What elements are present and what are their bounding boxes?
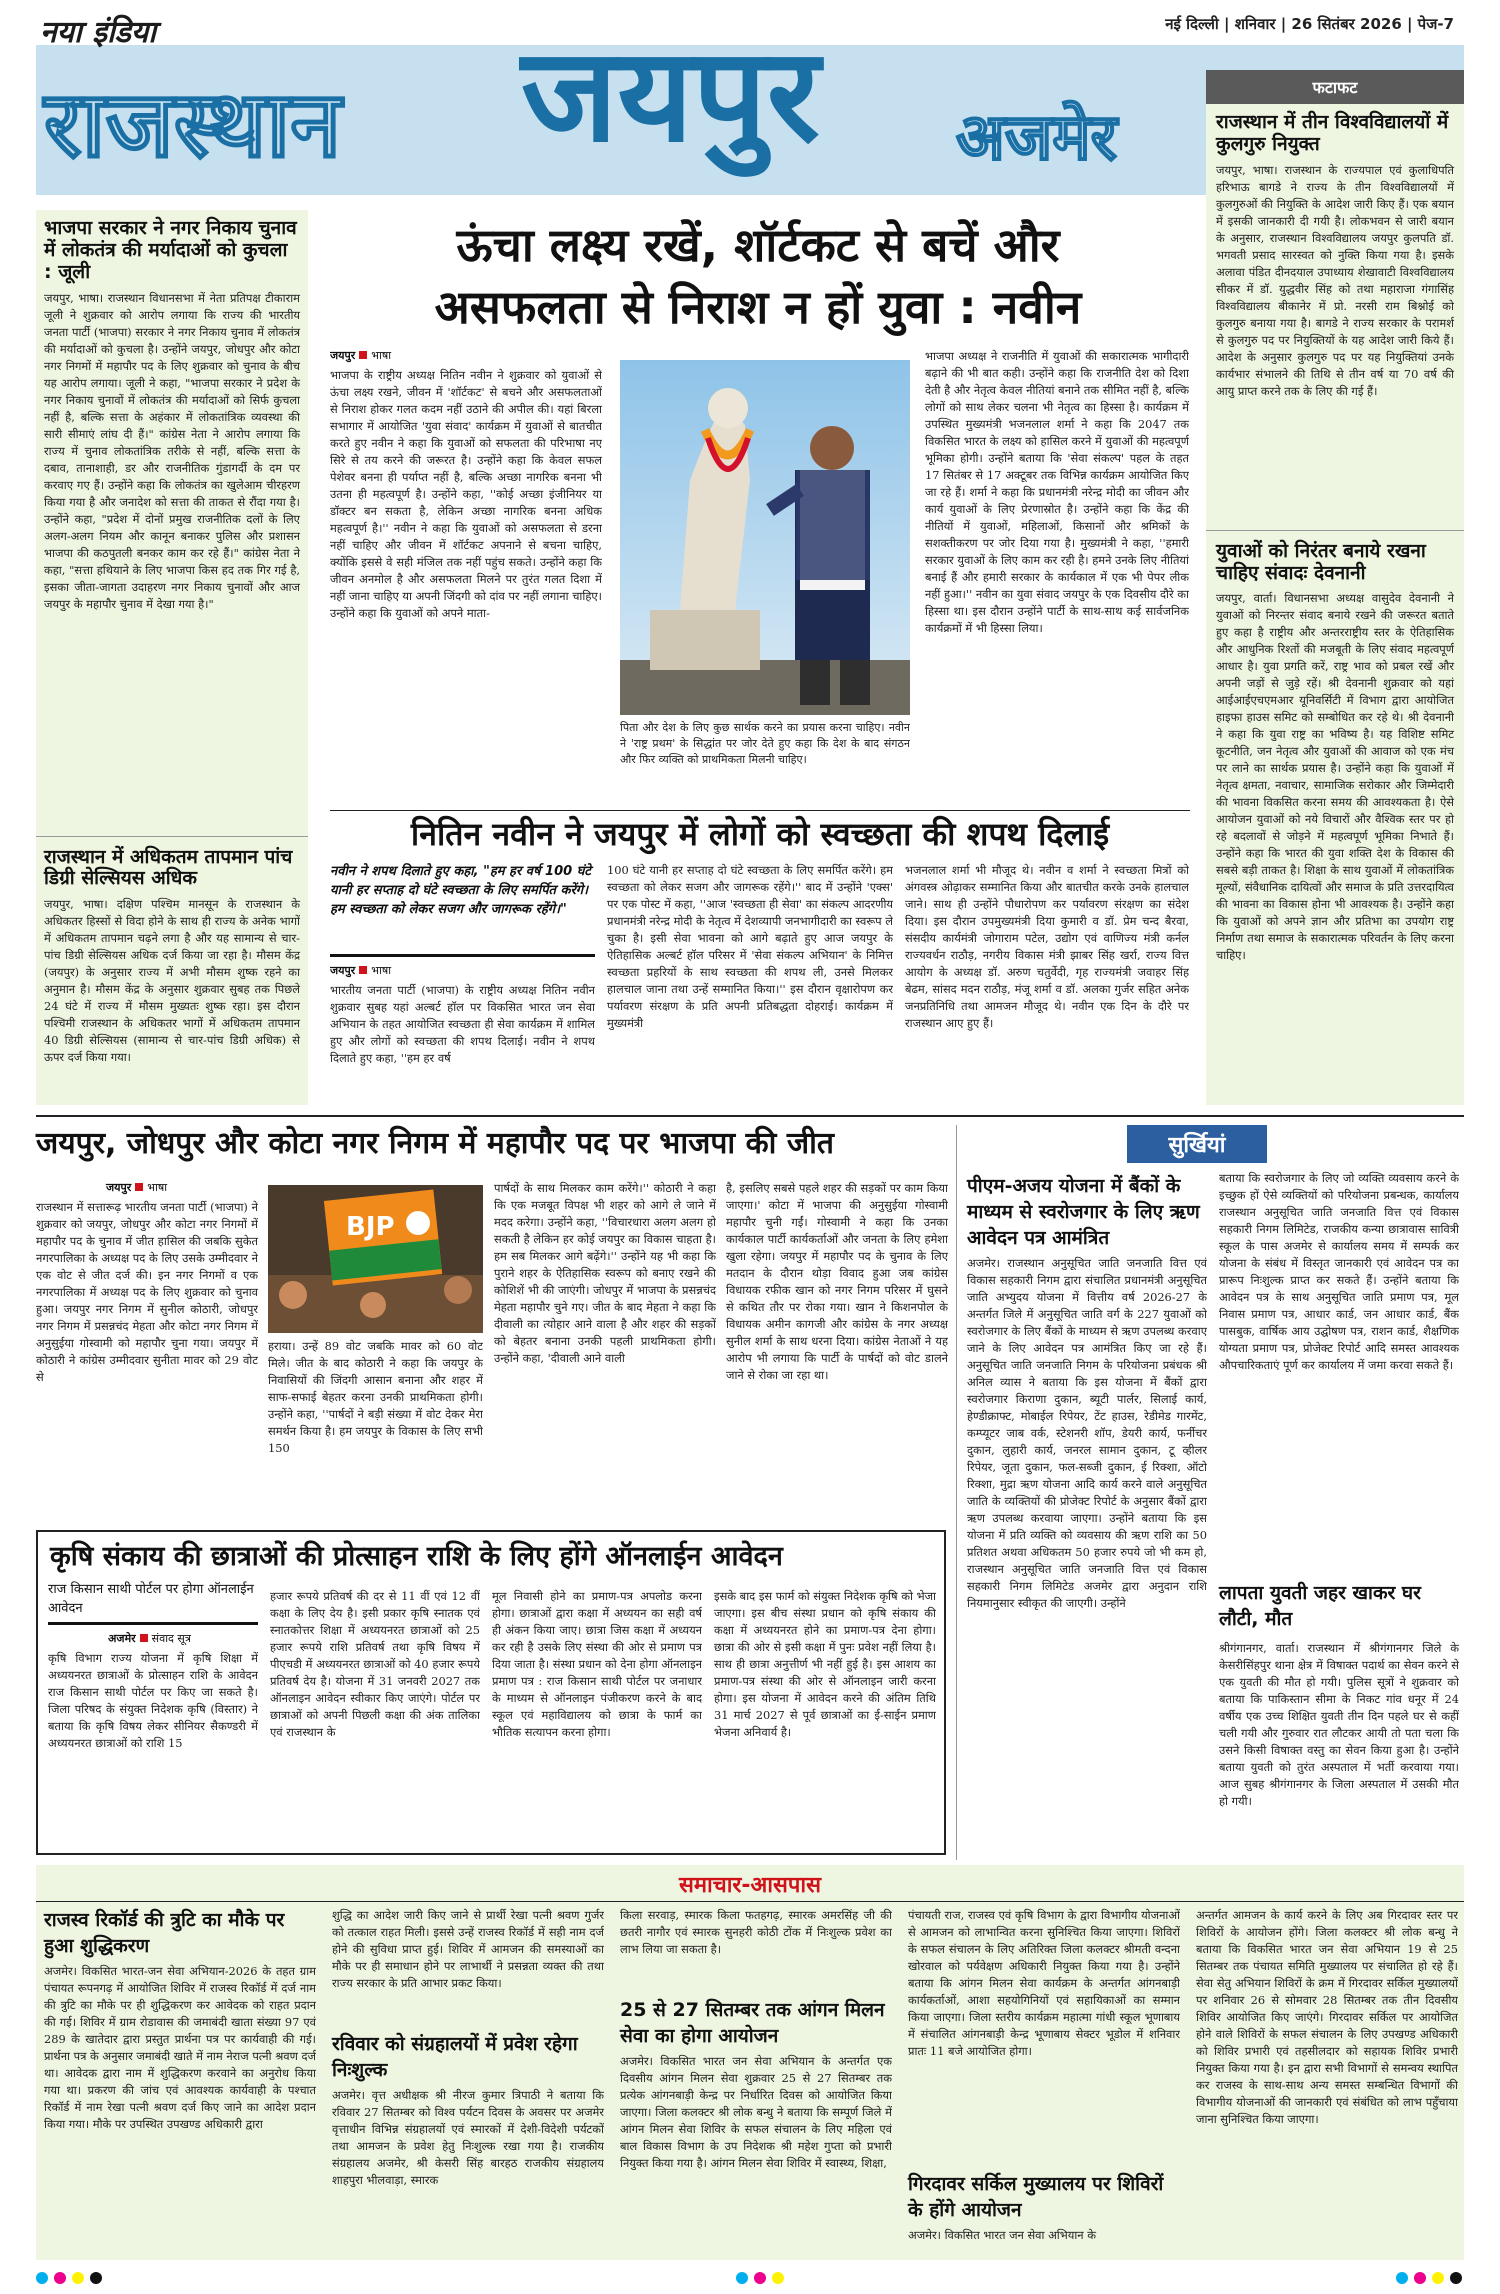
mayor-col1-text: राजस्थान में सत्तारूढ़ भारतीय जनता पार्टी (भाजपा) ने शुक्रवार को जयपुर, जोधपुर और कोटा नगर निगमों में महापौर पद के चुनाव में जीत हासिल की जबकि सुकेत नगरपालिका के अध्यक्ष पद के लिए उसके उम्मीदवार ने एक वोट से जीत दर्ज की। इन नगर निगमों व एक नगरपालिका में अध्यक्ष पद के लिए शुक्रवार को चुनाव हुआ। जयपुर नगर निगम में सुनील कोठारी, जोधपुर नगर निगम में प्रसन्नचंद मेहता और कोटा नगर निगम में अनुसुईया गोस्वामी को महापौर चुना गया। जयपुर में कोठारी ने कांग्रेस उम्मीदवार सुनीता मावर को 29 वोट से — [36, 1200, 258, 1384]
agri-agency: संवाद सूत्र — [151, 1632, 191, 1645]
mayor-col2-text: हराया। उन्हें 89 वोट जबकि मावर को 60 वोट मिले। जीत के बाद कोठारी ने कहा कि जयपुर के निवासियों की जिंदगी आसान बनाना और शहर में साफ-सफाई बेहतर करना उनकी प्राथमिकता होगी। उन्होंने कहा, ''पार्षदों ने बड़ी संख्या में वोट देकर मेरा समर्थन किया है। हम जयपुर के विकास के लिए सभी 150 — [268, 1339, 483, 1455]
agri-col4 — [714, 1588, 936, 1850]
missing-girl-body: श्रीगंगानगर, वार्ता। राजस्थान में श्रीगंगानगर जिले के केसरीसिंहपुर थाना क्षेत्र में विषाक्त पदार्थ का सेवन करने से एक युवती की मौत हो गयी। पुलिस सूत्रों ने शुक्रवार को बताया कि पाकिस्तान सीमा के निकट गांव धनूर में 24 वर्षीय एक उच्च शिक्षित युवती तीन दिन पहले घर से कहीं चली गयी और गुरुवार रात लौटकर आयी तो पता चला कि उसने किसी विषाक्त वस्तु का सेवन किया हुआ है। उन्होंने बताया युवती को तुरंत अस्पताल में भर्ती करवाया गया। आज सुबह श्रीगंगानगर के जिला अस्पताल में उसकी मौत हो गयी। — [1219, 1641, 1459, 1808]
divider — [330, 810, 1190, 811]
lead-col3-text: भाजपा अध्यक्ष ने राजनीति में युवाओं की सकारात्मक भागीदारी बढ़ाने की भी बात कही। उन्होंने कहा कि राजनीति देश को दिशा देती है और नेतृत्व केवल नीतियां बनाने तक सीमित नहीं है, बल्कि लोगों को साथ लेकर चलना भी नेतृत्व का हिस्सा है। कार्यक्रम में उपस्थित मुख्यमंत्री भजनलाल शर्मा ने कहा कि 2047 तक विकसित भारत के लक्ष्य को हासिल करने में युवाओं की महत्वपूर्ण भूमिका होगी। उन्होंने बताया कि 'सेवा संकल्प' पहल के तहत 17 सितंबर से 17 अक्टूबर तक विभिन्न कार्यक्रम आयोजित किए जा रहे हैं। शर्मा ने कहा कि प्रधानमंत्री नरेन्द्र मोदी का जीवन और कार्य युवाओं के लिए प्रेरणास्रोत है। उन्होंने कहा कि केंद्र की नीतियों में युवाओं, महिलाओं, किसानों और श्रमिकों के सशक्तीकरण पर जोर दिया गया है। मुख्यमंत्री ने कहा, ''हमारी सरकार युवाओं के लिए काम कर रही है। हमने उनके लिए नीतियां बनाई हैं और हमारी सरकार के कार्यकाल में एक भी पेपर लीक नहीं हुआ।'' नवीन का युवा संवाद जयपुर के एक दिवसीय दौरे का हिस्सा था। इस दौरान उन्होंने पार्टी के साथ-साथ कई सार्वजनिक कार्यक्रमों में भी हिस्सा लिया। — [925, 349, 1189, 635]
agri-byline-place: अजमेर — [108, 1632, 136, 1645]
registration-mark — [1450, 2272, 1462, 2284]
girdawar-body: अजमेर। विकसित भारत जन सेवा अभियान के — [908, 2228, 1096, 2242]
dateline: नई दिल्ली | शनिवार | 26 सितंबर 2026 | पेज-7 — [1165, 15, 1454, 33]
bullet-icon — [359, 966, 367, 974]
mayor-col4-text: है, इसलिए सबसे पहले शहर की सड़कों पर काम किया जाएगा।' कोटा में भाजपा की अनुसुईया गोस्वामी महापौर चुनी गईं। गोस्वामी ने कहा कि उनका कार्यकाल पार्टी कार्यकर्ताओं और जनता के लिए हमेशा खुला रहेगा। जयपुर में महापौर पद के चुनाव के लिए मतदान के दौरान थोड़ा विवाद हुआ जब कांग्रेस विधायक रफीक खान को नगर निगम परिसर में घुसने से कथित तौर पर रोका गया। खान ने किशनपोल के विधायक अमीन कागजी और कांग्रेस के नगर अध्यक्ष सुनील शर्मा के साथ धरना दिया। कांग्रेस नेताओं ने यह आरोप भी लगाया कि पार्टी के पार्षदों को वोट डालने जाने से रोका जा रहा था। — [726, 1181, 948, 1382]
fataafat-column — [1206, 70, 1464, 1105]
fataafat-body: जयपुर, भाषा। राजस्थान के राज्यपाल एवं कुलाधिपति हरिभाऊ बागडे ने राज्य के तीन विश्वविद्यालयों में कुलगुरुओं की नियुक्ति के आदेश जारी किए हैं। एक बयान में इसकी जानकारी दी गयी है। लोकभवन से जारी बयान के अनुसार, राजस्थान विश्वविद्यालय जयपुर कुलपति डॉ. भगवती प्रसाद सारस्वत को नुक्ति किया गया है। इसके अलावा पंडित दीनदयाल उपाध्याय शेखावाटी विश्वविद्यालय सीकर में डॉ. युद्धवीर सिंह को तथा महाराजा गंगासिंह विश्वविद्यालय बीकानेर में प्रो. नरसी राम बिश्नोई को कुलगुरु बनाया गया है। बागडे ने राज्य सरकार के परामर्श से कुलगुरु पद पर नियुक्तियों के यह आदेश जारी किये हैं। आदेश के अनुसार कुलगुरु पद पर यह नियुक्तियां उनके कार्यभार संभालने की तिथि से तीन वर्ष या 70 वर्ष की आयु प्राप्त करने तक के लिए की गई हैं। — [1216, 162, 1454, 398]
print-color-bar — [36, 2270, 1464, 2286]
divider — [36, 1115, 1464, 1117]
mayor-col1 — [36, 1180, 258, 1520]
cleanliness-headline: नितिन नवीन ने जयपुर में लोगों को स्वच्छता की शपथ दिलाई — [410, 815, 1110, 853]
girdawar-body-cont: अन्तर्गत आमजन के कार्य करने के लिए अब गिरदावर स्तर पर शिविरों के आयोजन होंगे। जिला कलक्टर श्री लोक बन्धु ने बताया कि विकसित भारत जन सेवा अभियान 19 से 25 सितम्बर तक पंचायत समिति मुख्यालय पर संचालित हो रहे हैं। सेवा सेतु अभियान शिविरों के क्रम में गिरदावर सर्किल मुख्यालयों पर शनिवार 26 से सोमवार 28 सितम्बर तक तीन दिवसीय शिविर आयोजित किए जाएंगे। गिरदावर सर्किल पर आयोजित होने वाले शिविरों के सफल संचालन के लिए उपखण्ड अधिकारी को शिविर प्रभारी एवं तहसीलदार को सहायक शिविर प्रभारी नियुक्त किया गया है। इन द्वारा सभी विभागों से समन्वय स्थापित कर राजस्व के साथ-साथ अन्य समस्त सम्बन्धित विभागों की विभागीय योजनाओं की जानकारी एवं संबंधित को लाभ पहुँचाया जाना सुनिश्चित किया जाएगा। — [1196, 1908, 1458, 2126]
cleanliness-pullquote: नवीन ने शपथ दिलाते हुए कहा, "हम हर वर्ष 100 घंटे यानी हर सप्ताह दो घंटे स्वच्छता के लिए समर्पित करेंगे। हम स्वच्छता को लेकर सजग और जागरूक रहेंगे।" — [330, 862, 595, 957]
divider — [36, 1901, 1464, 1902]
surkhiyan-label: सुर्खियां — [1127, 1125, 1267, 1163]
cleanliness-col1-text: भारतीय जनता पार्टी (भाजपा) के राष्ट्रीय अध्यक्ष नितिन नवीन शुक्रवार सुबह यहां अल्बर्ट हॉल पर विकसित भारत जन सेवा अभियान के तहत आयोजित स्वच्छता ही सेवा कार्यक्रम में शामिल हुए और लोगों को स्वच्छता की शपथ दिलाई। नवीन ने शपथ दिलाते हुए कहा, ''हम हर वर्ष — [330, 983, 595, 1065]
lead-byline-place: जयपुर — [330, 349, 356, 362]
mayor-col3 — [494, 1180, 716, 1520]
cleanliness-byline-place: जयपुर — [330, 964, 356, 977]
registration-mark — [90, 2272, 102, 2284]
temperature-body: जयपुर, भाषा। दक्षिण पश्चिम मानसून के राजस्थान के अधिकतर हिस्सों से विदा होने के साथ ही राज्य के अनेक भागों में अधिकतम तापमान चढ़ने लगा है और यह सामान्य से चार-पांच डिग्री सेल्सियस अधिक दर्ज किया जा रहा है। मौसम केंद्र (जयपुर) के अनुसार राज्य में अभी मौसम शुष्क रहने का अनुमान है। मौसम केंद्र के अनुसार शुक्रवार सुबह तक पिछले 24 घंटे में राज्य में मौसम मुख्यतः शुष्क रहा। इस दौरान पश्चिमी राजस्थान के अधिकतर भागों में अधिकतम तापमान 40 डिग्री सेल्सियस (सामान्य से चार-पांच डिग्री अधिक) से ऊपर दर्ज किया गया। — [44, 897, 300, 1065]
registration-mark — [36, 2272, 48, 2284]
jooli-body: जयपुर, भाषा। राजस्थान विधानसभा में नेता प्रतिपक्ष टीकाराम जूली ने शुक्रवार को आरोप लगाया कि राज्य की भारतीय जनता पार्टी (भाजपा) सरकार ने नगर निकाय चुनाव में लोकतंत्र की मर्यादाओं को कुचला है। उन्होंने जयपुर, जोधपुर और कोटा नगर निगमों में महापौर पद के लिए शुक्रवार को चुनाव के बीच यह आरोप लगाया। जूली ने कहा, "भाजपा सरकार ने प्रदेश के नगर निकाय चुनावों में लोकतंत्र की मर्यादाओं को सिर्फ कुचला नहीं है, बल्कि सत्ता के अहंकार में लोकतांत्रिक व्यवस्था की सारी सीमाएं लांघ दी हैं।" कांग्रेस नेता ने आरोप लगाया कि राज्य में चुनाव लोकतांत्रिक तरीके से नहीं, बल्कि सत्ता के दबाव, तानाशाही, डर और राजनीतिक गुंडागर्दी के दम पर करवाए गए हैं। उन्होंने कहा कि लोकतंत्र का खुलेआम चीरहरण किया गया है और जनादेश को सत्ता की ताकत से रौंदा गया है। उन्होंने कहा, "प्रदेश में दोनों प्रमुख राजनीतिक दलों के लिए अलग-अलग नियम और कानून बनाकर पुलिस और प्रशासन भाजपा की कठपुतली बनकर काम कर रहे हैं।" कांग्रेस नेता ने कहा, "सत्ता हथियाने के लिए भाजपा किस हद तक गिर गई है, इसका जीता-जागता उदाहरण नगर निकाय चुनावों और आज जयपुर के महापौर चुनाव में देखा गया है।" — [44, 290, 300, 611]
mayor-headline: जयपुर, जोधपुर और कोटा नगर निगम में महापौर पद पर भाजपा की जीत — [36, 1126, 835, 1161]
mayor-agency: भाषा — [147, 1181, 168, 1194]
fataafat-label: फटाफट — [1206, 70, 1464, 104]
lead-col1 — [330, 348, 602, 808]
brand-logo: नया इंडिया — [40, 15, 156, 50]
mayor-byline-place: जयपुर — [106, 1181, 132, 1194]
cleanliness-col1 — [330, 862, 595, 1105]
registration-mark — [754, 2272, 766, 2284]
registration-mark — [72, 2272, 84, 2284]
left-column — [36, 210, 308, 1105]
cleanliness-col2-text: 100 घंटे यानी हर सप्ताह दो घंटे स्वच्छता के लिए समर्पित करेंगे। हम स्वच्छता को लेकर सजग और जागरूक रहेंगे।'' बाद में उन्होंने 'एक्स' पर एक पोस्ट में कहा, ''आज 'स्वच्छता ही सेवा' का संकल्प आदरणीय प्रधानमंत्री नरेन्द्र मोदी के नेतृत्व में देशव्यापी जनभागीदारी का स्वरूप ले चुका है। इसी सेवा भावना को आगे बढ़ाते हुए आज जयपुर के ऐतिहासिक अल्बर्ट हॉल परिसर में 'सेवा संकल्प अभियान' के निमित्त स्वच्छता प्रहरियों के साथ स्वच्छता की शपथ ली, उनसे मिलकर हालचाल जाना तथा उन्हें सम्मानित किया।'' इस दौरान वृक्षारोपण कर पर्यावरण संरक्षण के प्रति अपनी प्रतिबद्धता दोहराई। कार्यक्रम में मुख्यमंत्री — [607, 863, 893, 1030]
cleanliness-col3 — [905, 862, 1189, 1105]
agri-col3 — [492, 1588, 702, 1850]
edition-right: अजमेर — [956, 101, 1117, 175]
cleanliness-byline — [330, 963, 595, 978]
agri-col1 — [48, 1580, 258, 1850]
lead-photo — [620, 360, 910, 715]
bullet-icon — [359, 351, 367, 359]
pm-ajay-headline: पीएम-अजय योजना में बैंकों के माध्यम से स्वरोजगार के लिए ऋण आवेदन पत्र आमंत्रित — [967, 1175, 1200, 1249]
anganwadi-body: अजमेर। विकसित भारत जन सेवा अभियान के अन्तर्गत एक दिवसीय आंगन मिलन सेवा शुक्रवार 25 से 27 सितम्बर तक प्रत्येक आंगनबाड़ी केन्द्र पर निर्धारित दिवस को आयोजित किया जाएगा। जिला कलक्टर श्री लोक बन्धु ने बताया कि सम्पूर्ण जिले में आंगन मिलन सेवा शिविर के सफल संचालन के लिए महिला एवं बाल विकास विभाग के उप निदेशक श्री महेश गुप्ता को प्रभारी नियुक्त किया गया है। आंगन मिलन सेवा शिविर में स्वास्थ्य, शिक्षा, — [620, 2054, 892, 2170]
bullet-icon — [140, 1634, 148, 1642]
anganwadi-headline: 25 से 27 सितम्बर तक आंगन मिलन सेवा का होगा आयोजन — [620, 1999, 885, 2047]
registration-mark — [1396, 2272, 1408, 2284]
mayor-col3-text: पार्षदों के साथ मिलकर काम करेंगे।'' कोठारी ने कहा कि एक मजबूत विपक्ष भी शहर को आगे ले जाने में मदद करेगा। उन्होंने कहा, ''विचारधारा अलग अलग हो सकती है लेकिन हर कोई जयपुर का विकास चाहता है। हम सब मिलकर आगे बढ़ेंगे।'' उन्होंने यह भी कहा कि पुराने शहर के ऐतिहासिक स्वरूप को बनाए रखने की कोशिशें भी की जाएंगी। जोधपुर में भाजपा के प्रसन्नचंद मेहता महापौर चुने गए। जीत के बाद मेहता ने कहा कि दीवाली का त्योहार आने वाला है और शहर की सड़कों को बेहतर बनाना उनकी पहली प्राथमिकता होगी। उन्होंने कहा, 'दीवाली आने वाली — [494, 1181, 716, 1365]
lead-byline — [330, 348, 602, 363]
svg-text:BJP: BJP — [346, 1212, 395, 1242]
aaspaas-label: समाचार-आसपास — [679, 1873, 821, 1898]
lead-headline-line2: असफलता से निराश न हों युवा : नवीन — [434, 280, 1082, 334]
anganwadi-body-cont: पंचायती राज, राजस्व एवं कृषि विभाग के द्वारा विभागीय योजनाओं से आमजन को लाभान्वित करना सुनिश्चित किया जाएगा। शिविरों के सफल संचालन के लिए अतिरिक्त जिला कलक्टर श्रीमती वन्दना खोरवाल को पर्यवेक्षण अधिकारी नियुक्त किया गया है। उन्होंने बताया कि आंगन मिलन सेवा कार्यक्रम के अन्तर्गत आंगनबाड़ी कार्यकर्ताओं, आशा सहयोगिनियों एवं सहायिकाओं का सम्मान किया जाएगा। जिला स्तरीय कार्यक्रम महात्मा गांधी स्कूल भूणाबाय में संचालित आंगनबाड़ी केन्द्र भूणाबाय सेक्टर भूडोल में शनिवार प्रातः 11 बजे आयोजित होगा। — [908, 1908, 1180, 2058]
mayor-photo — [268, 1185, 483, 1333]
pm-ajay-body: अजमेर। राजस्थान अनुसूचित जाति जनजाति वित्त एवं विकास सहकारी निगम द्वारा संचालित प्रधानमंत्री अनुसूचित जाति अभ्युदय योजना में वित्तीय वर्ष 2026-27 के अन्तर्गत जिले में अनुसूचित जाति वर्ग के 227 युवाओं को स्वरोजगार के लिए बैंकों के माध्यम से ऋण उपलब्ध करवाए जाने के लिए आवेदन पत्र आमंत्रित किए जा रहे हैं। अनुसूचित जाति जनजाति निगम के परियोजना प्रबंधक श्री अनिल व्यास ने बताया कि इस योजना में बैंकों द्वारा स्वरोजगार किराणा दुकान, ब्यूटी पार्लर, सिलाई कार्य, हेण्डीक्राफ्ट, मोबाईल रिपेयर, टेंट हाउस, रेडीमेड गारमेंट, कम्प्यूटर जाब वर्क, स्टेशनरी शॉप, डेयरी कार्य, फर्नीचर दुकान, लुहारी कार्य, जनरल सामान दुकान, टू व्हीलर रिपेयर, जूता दुकान, फल-सब्जी दुकान, ई रिक्शा, ऑटो रिक्शा, मुद्रा ऋण योजना आदि कार्य करने वाले अनुसूचित जाति के व्यक्तियों की प्रोजेक्ट रिपोर्ट के अनुसार बैंकों द्वारा ऋण उपलब्ध करवाया जाएगा। उन्होंने बताया कि इस योजना में प्रति व्यक्ति को व्यवसाय की ऋण राशि का 50 प्रतिशत अथवा अधिकतम 50 हजार रुपये जो भी कम हो, राजस्थान अनुसूचित जाति जनजाति वित्त एवं विकास सहकारी निगम लिमिटेड अजमेर द्वारा अनुदान राशि नियमानुसार स्वीकृत की जाएगी। उन्होंने — [967, 1256, 1207, 1610]
mayor-col4 — [726, 1180, 948, 1520]
lead-headline — [328, 214, 1188, 338]
lead-photo-caption: पिता और देश के लिए कुछ सार्थक करने का प्रयास करना चाहिए। नवीन ने 'राष्ट्र प्रथम' के सिद्धांत पर जोर देते हुए कहा कि देश के बाद संगठन और फिर व्यक्ति को प्राथमिकता मिलनी चाहिए। — [620, 721, 910, 766]
agri-col4-text: इसके बाद इस फार्म को संयुक्त निदेशक कृषि को भेजा जाएगा। इस बीच संस्था प्रधान को कृषि संकाय की कक्षा में अध्ययनरत होने का प्रमाण-पत्र देना होगा। छात्रा की ओर से इसी कक्षा में पुनः प्रवेश नहीं लिया है। साथ ही छात्रा अनुत्तीर्ण भी नहीं हुई है। इस आशय का प्रमाण-पत्र संस्था की ओर से ऑनलाइन जारी करना होगा। इस योजना में आवेदन करने की अंतिम तिथि 31 मार्च 2027 से पूर्व छात्राओं का ई-साईन प्रमाण भेजना अनिवार्य है। — [714, 1589, 936, 1739]
agri-col3-text: मूल निवासी होने का प्रमाण-पत्र अपलोड करना होगा। छात्राओं द्वारा कक्षा में अध्ययन का सही वर्ष ही अंकन किया जाए। छात्रा जिस कक्षा में अध्ययन कर रही है उसके लिए संस्था की ओर से प्रमाण पत्र दिया जाता है। संस्था प्रधान को देना होगा ऑनलाइन प्रमाण पत्र : राज किसान साथी पोर्टल पर जनाधार के माध्यम से ऑनलाइन पंजीकरण करने के बाद स्कूल एवं महाविद्यालय को छात्रा के फार्म का भौतिक सत्यापन करना होगा। — [492, 1589, 702, 1739]
devnani-body: जयपुर, वार्ता। विधानसभा अध्यक्ष वासुदेव देवनानी ने युवाओं को निरन्तर संवाद बनाये रखने की जरूरत बताते हुए कहा है राष्ट्रीय और अन्तरराष्ट्रीय स्तर के ऐतिहासिक और आधुनिक रिश्तों की मजबूती के लिए संवाद महत्वपूर्ण आधार है। युवा प्रगति करें, राष्ट्र भाव को प्रबल रखें और अपनी जड़ों से जुड़े रहें। श्री देवनानी शुक्रवार को यहां आईआईएचएमआर यूनिवर्सिटी में विभाग द्वारा आयोजित हाइफा हाउस समिट को सम्बोधित कर रहे थे। श्री देवनानी ने कहा कि युवा राष्ट्र का भविष्य है। यह विशिष्ट समिट कूटनीति, जन नेतृत्व और युवाओं की आवाज को एक मंच पर लाने का सार्थक प्रयास है। उन्होंने कहा कि युवाओं में नेतृत्व क्षमता, नवाचार, सामाजिक सरोकार और जिम्मेदारी की भावना विकसित करना समय की आवश्यकता है। ऐसे आयोजन युवाओं को नये विचारों और वैश्विक स्तर पर हो रहे बदलावों से जोड़ने में महत्वपूर्ण भूमिका निभाते हैं। उन्होंने कहा कि भारत की युवा शक्ति देश के विकास की सबसे बड़ी ताकत है। शिक्षा के साथ युवाओं में लोकतांत्रिक मूल्यों, संवैधानिक दायित्वों और समाज के प्रति उत्तरदायित्व की भावना का विकास होना भी आवश्यक है। उन्होंने कहा कि युवाओं को अपने ज्ञान और प्रतिभा का उपयोग राष्ट्र निर्माण तथा समाज के सकारात्मक परिवर्तन के लिए करना चाहिए। — [1216, 591, 1454, 963]
lead-agency: भाषा — [371, 349, 392, 362]
lead-col3 — [925, 348, 1189, 808]
edition-left: राजस्थान — [44, 71, 342, 178]
revenue-body-cont: शुद्धि का आदेश जारी किए जाने से प्रार्थी रेखा पत्नी श्रवण गुर्जर को तत्काल राहत मिली। इससे उन्हें राजस्व रिकॉर्ड में सही नाम दर्ज होने की सुविधा प्राप्त हुई। शिविर में आमजन की समस्याओं का मौके पर ही समाधान होने पर लाभार्थी ने प्रसन्नता व्यक्त की तथा राज्य सरकार के प्रति आभार प्रकट किया। — [332, 1908, 604, 1990]
agri-byline — [48, 1631, 258, 1646]
mayor-col2 — [268, 1338, 483, 1520]
museum-headline: रविवार को संग्रहालयों में प्रवेश रहेगा निःशुल्क — [332, 2033, 578, 2081]
cleanliness-agency: भाषा — [371, 964, 392, 977]
temperature-headline: राजस्थान में अधिकतम तापमान पांच डिग्री सेल्सियस अधिक — [36, 836, 308, 897]
agri-col2-text: हजार रूपये प्रतिवर्ष की दर से 11 वीं एवं 12 वीं कक्षा के लिए देय है। इसी प्रकार कृषि स्नातक एवं स्नातकोत्तर शिक्षा में अध्ययनरत छात्राओं को 25 हजार रूपये राशि प्रतिवर्ष तथा कृषि विषय में पीएचडी में अध्ययनरत छात्राओं को 40 हजार रूपये प्रतिवर्ष देय है। योजना में 31 जनवरी 2027 तक ऑनलाइन आवेदन स्वीकार किए जाएंगे। पोर्टल पर छात्राओं को अपनी पिछली कक्षा की अंक तालिका एवं राजस्थान के — [270, 1589, 480, 1739]
missing-girl-headline: लापता युवती जहर खाकर घर लौटी, मौत — [1219, 1582, 1421, 1630]
registration-mark — [54, 2272, 66, 2284]
museum-body-cont: किला सरवाड़, स्मारक किला फतहगढ़, स्मारक अमरसिंह जी की छतरी नागौर एवं स्मारक सुनहरी कोठी टोंक में निःशुल्क प्रवेश का लाभ लिया जा सकता है। — [620, 1908, 892, 1956]
aaspaas-section — [36, 1865, 1464, 2260]
revenue-body: अजमेर। विकसित भारत-जन सेवा अभियान-2026 के तहत ग्राम पंचायत रूपनगढ़ में आयोजित शिविर में राजस्व रिकॉर्ड में दर्ज नाम की त्रुटि का मौके पर ही शुद्धिकरण कर आवेदक को राहत प्रदान की गई। शिविर में ग्राम रोडावास की जमाबंदी खाता संख्या 97 एवं 289 के खातेदार द्वारा प्रस्तुत प्रार्थना पत्र पर कार्यवाही की गई। प्रार्थना पत्र के अनुसार जमाबंदी खाते में नाम नेराज पत्नी श्रवण दर्ज था। आवेदक द्वारा नाम में शुद्धिकरण करवाने का अनुरोध किया गया था। प्रकरण की जांच एवं आवश्यक कार्यवाही के पश्चात रिकॉर्ड में नाम रेखा पत्नी श्रवण दर्ज किए जाने का आदेश प्रदान किया गया। मौके पर उपस्थित उपखण्ड अधिकारी द्वारा — [44, 1964, 316, 2131]
agri-col2 — [270, 1588, 480, 1850]
registration-mark — [772, 2272, 784, 2284]
revenue-headline: राजस्व रिकॉर्ड की त्रुटि का मौके पर हुआ शुद्धिकरण — [44, 1909, 285, 1957]
agri-box — [36, 1530, 946, 1855]
lead-col1-text: भाजपा के राष्ट्रीय अध्यक्ष नितिन नवीन ने शुक्रवार को युवाओं से ऊंचा लक्ष्य रखने, जीवन में 'शॉर्टकट' से बचने और असफलताओं से निराश होकर गलत कदम नहीं उठाने की अपील की। यहां बिरला सभागार में आयोजित 'युवा संवाद' कार्यक्रम में युवाओं से बातचीत करते हुए नवीन ने कहा कि युवाओं को सफलता की परिभाषा नए सिरे से तय करने की जरूरत है। उन्होंने कहा कि केवल सफल पेशेवर बनना ही पर्याप्त नहीं है, बल्कि अच्छा नागरिक बनना भी उतना ही महत्वपूर्ण है। उन्होंने कहा, ''कोई अच्छा इंजीनियर या डॉक्टर बन सकता है, लेकिन अच्छा नागरिक बनना अधिक महत्वपूर्ण है।'' नवीन ने कहा कि युवाओं को असफलता से डरना नहीं चाहिए और जीवन में शॉर्टकट अपनाने से बचना चाहिए, क्योंकि इससे वे सही मंजिल तक नहीं पहुंच सकते। उन्होंने कहा कि जीवन अनमोल है और असफलता मिलने पर तुरंत गलत दिशा में नहीं जाना चाहिए या अपनी जिंदगी को दांव पर नहीं लगाना चाहिए। उन्होंने कहा कि युवाओं को अपने माता- — [330, 368, 602, 620]
agri-col1-text: कृषि विभाग राज्य योजना में कृषि शिक्षा में अध्ययनरत छात्राओं के प्रोत्साहन राशि के आवेदन राज किसान साथी पोर्टल पर किए जा सकते है। जिला परिषद के संयुक्त निदेशक कृषि (विस्तार) ने बताया कि कृषि विषय लेकर सीनियर सैकण्डरी में अध्ययनरत छात्राओं को राशि 15 — [48, 1651, 258, 1750]
museum-body: अजमेर। वृत्त अधीक्षक श्री नीरज कुमार त्रिपाठी ने बताया कि रविवार 27 सितम्बर को विश्व पर्यटन दिवस के अवसर पर अजमेर वृत्ताधीन विभिन्न संग्रहालयों एवं स्मारकों में देशी-विदेशी पर्यटकों तथा आमजन के प्रवेश हेतु निःशुल्क रखा गया है। राजकीय संग्रहालय अजमेर, श्री केसरी सिंह बारहठ राजकीय संग्रहालय शाहपुरा भीलवाड़ा, स्मारक — [332, 2088, 604, 2187]
girdawar-headline: गिरदावर सर्किल मुख्यालय पर शिविरों के होंगे आयोजन — [908, 2173, 1164, 2221]
registration-mark — [1432, 2272, 1444, 2284]
cleanliness-col2 — [607, 862, 893, 1105]
bjp-celebration-photo — [268, 1185, 483, 1333]
jooli-headline: भाजपा सरकार ने नगर निकाय चुनाव में लोकतंत्र की मर्यादाओं को कुचला : जूली — [44, 217, 297, 283]
surkhiyan-section — [956, 1125, 1464, 1860]
pm-ajay-body-cont: बताया कि स्वरोजगार के लिए जो व्यक्ति व्यवसाय करने के इच्छुक हों ऐसे व्यक्तियों को परियोजना प्रबन्धक, कार्यालय राजस्थान अनुसूचित जाति जनजाति वित्त एवं विकास सहकारी निगम लिमिटेड, राजकीय कन्या छात्रावास सावित्री स्कूल के पास अजमेर से कार्यालय समय में सम्पर्क कर योजना के संबंध में विस्तृत जानकारी एवं आवेदन पत्र का प्रारूप निःशुल्क प्राप्त कर सकते हैं। उन्होंने बताया कि आवेदन पत्र के साथ अनुसूचित जाति प्रमाण पत्र, मूल निवास प्रमाण पत्र, आधार कार्ड, जन आधार कार्ड, बैंक पासबुक, वार्षिक आय उद्घोषण पत्र, राशन कार्ड, शैक्षणिक योग्यता प्रमाण पत्र, प्रोजेक्ट रिपोर्ट आदि समस्त आवश्यक औपचारिकताएं पूर्ण कर कार्यालय में जमा करवा सकते हैं। — [1219, 1171, 1459, 1372]
statue-garlanding-photo — [620, 360, 910, 715]
edition-center: जयपुर — [521, 19, 820, 171]
fataafat-headline: राजस्थान में तीन विश्वविद्यालयों में कुलगुरु नियुक्त — [1216, 111, 1449, 155]
cleanliness-col3-text: भजनलाल शर्मा भी मौजूद थे। नवीन व शर्मा ने स्वच्छता मित्रों को अंगवस्त्र ओढ़ाकर सम्मानित किया और बातचीत करके उनके हालचाल जाने। साथ ही उन्होंने पौधारोपण कर पर्यावरण संरक्षण का संदेश दिया। इस दौरान उपमुख्यमंत्री दिया कुमारी व डॉ. प्रेम चन्द बैरवा, संसदीय कार्यमंत्री जोगाराम पटेल, उद्योग एवं वाणिज्य मंत्री कर्नल राज्यवर्धन राठौड़, नगरीय विकास मंत्री झाबर सिंह खर्रा, राज्य वित्त आयोग के अध्यक्ष डॉ. अरुण चतुर्वेदी, गृह राज्यमंत्री जवाहर सिंह बेढम, सांसद मदन राठौड़, मंजू शर्मा व डॉ. अलका गुर्जर सहित अनेक जनप्रतिनिधि तथा आमजन मौजूद थे। नवीन एक दिन के दौरे पर राजस्थान आए हुए हैं। — [905, 863, 1189, 1030]
registration-mark — [1414, 2272, 1426, 2284]
mayor-byline — [36, 1180, 258, 1195]
agri-headline: कृषि संकाय की छात्राओं की प्रोत्साहन राशि के लिए होंगे ऑनलाईन आवेदन — [50, 1541, 783, 1572]
lead-headline-line1: ऊंचा लक्ष्य रखें, शॉर्टकट से बचें और — [456, 218, 1060, 272]
registration-mark — [736, 2272, 748, 2284]
agri-deck: राज किसान साथी पोर्टल पर होगा ऑनलाईन आवेदन — [48, 1580, 258, 1625]
devnani-headline: युवाओं को निरंतर बनाये रखना चाहिए संवादः देवनानी — [1206, 530, 1464, 591]
bullet-icon — [135, 1183, 143, 1191]
